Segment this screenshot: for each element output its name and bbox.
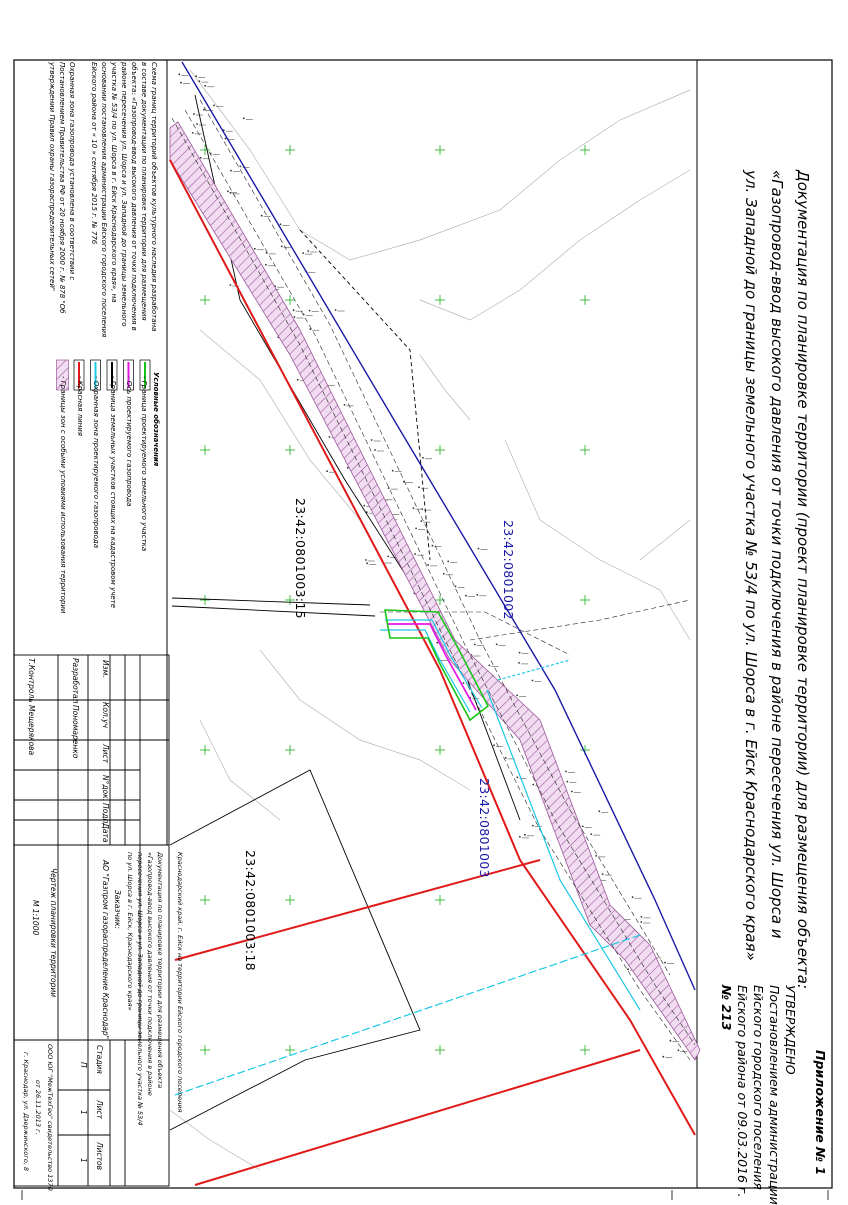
legend-title: Условные обозначения: [152, 372, 160, 467]
stamp-project-title-2: «Газопровод-ввод высокого давления от точки подключения в районе: [146, 852, 154, 1096]
document-title-line-3: ул. Западной до границы земельного участка № 53/4 по ул. Шорса в г. Ейск Краснодарского края»: [742, 170, 760, 961]
stamp-customer-label: Заказчик:: [113, 890, 122, 929]
note-line-4: районе пересечения ул. Шорса и ул. Западной до границы земельного: [120, 62, 128, 327]
note-line-1: Схема границ территорий объектов культурного наследия разработана: [150, 62, 158, 332]
note-line-2: в составе документации по планировке территории для размещения: [140, 62, 148, 321]
document-title-line-2: «Газопровод-ввод высокого давления от точки подключения в районе пересечения ул. Шорса и: [768, 170, 786, 939]
note-line-7: Ейского района от « 10 » сентября 2015 г. № 776: [90, 62, 98, 245]
stamp-stage-value: П: [79, 1062, 88, 1068]
stamp-location: Краснодарский край, г. Ейск на территории Ейского городского поселения: [176, 852, 184, 1113]
stamp-sheets-label: Листов: [95, 1142, 104, 1171]
stamp-role-developer: Разработал: [71, 658, 80, 704]
stamp-scale: М 1:1000: [31, 900, 40, 936]
stamp-header-list: Лист: [101, 744, 110, 764]
stamp-header-data: Дата: [101, 823, 110, 843]
stamp-header-izm: Изм.: [101, 660, 110, 678]
parcel-label-0801002: 23:42:0801002: [501, 520, 516, 620]
stamp-header-ndok: N°док.: [101, 775, 110, 802]
approval-line-3: Ейского городского поселения: [751, 985, 766, 1190]
approval-line-4: Ейского района от 09.03.2016 г.: [735, 985, 750, 1198]
stamp-sheets-value: 1: [79, 1158, 88, 1163]
legend-item-4: - Красная линия: [76, 376, 84, 436]
note-line-6: основании постановления администрации Ейского городского поселения: [100, 62, 108, 338]
appendix-label: Приложение № 1: [813, 1050, 828, 1176]
stamp-customer: АО "Газпром газораспределение Краснодар": [101, 860, 110, 1040]
stamp-project-title-3: пересечения ул. Шорса и ул. Западной до границы земельного участка № 53/4: [136, 852, 144, 1126]
stamp-company-3: г. Краснодар, ул. Дзержинского, 8: [22, 1052, 30, 1172]
protection-note-line-3: утверждении Правил охраны газораспределительных сетей": [48, 62, 56, 292]
stamp-project-title-4: по ул. Шорса в г. Ейск, Краснодарского края»: [126, 852, 134, 1011]
legend-item-0: - Граница проектируемого земельного участка: [140, 376, 148, 552]
parcel-label-0801003-15: 23:42:0801003:15: [293, 498, 308, 619]
parcel-label-0801003: 23:42:0801003: [477, 778, 492, 878]
stamp-name-control: Мещерякова: [27, 705, 36, 756]
stamp-header-koluch: Кол.уч: [101, 702, 110, 728]
approval-line-5: № 213: [719, 985, 734, 1031]
legend-item-3: - Охранная зона проектируемого газопровода: [92, 376, 100, 549]
legend-item-2: - Граница земельных участков стоящих на кадастровом учете: [109, 376, 117, 609]
stamp-name-developer: Пономаренко: [71, 705, 80, 759]
stamp-header-podp: Подп.: [101, 803, 110, 826]
document-title-line-1: Документация по планировке территории (проект планировке территории) для размещения объекта:: [794, 170, 812, 990]
approval-line-1: УТВЕРЖДЕНО: [783, 985, 798, 1075]
stamp-stage-label: Стадия: [95, 1045, 104, 1074]
approval-line-2: Постановлением администрации: [767, 985, 782, 1205]
protection-note-line-2: Постановлением Правительства РФ от 20 ноября 2000 г. № 878 "Об: [58, 62, 66, 314]
stamp-sheet-value: 1: [79, 1110, 88, 1115]
stamp-company-1: ООО ЮГ "МежТехГео" свидетельство 1370: [46, 1044, 54, 1191]
stamp-company-2: от 26.11.2013 г.: [34, 1080, 42, 1135]
stamp-sheet-label: Лист: [95, 1100, 104, 1120]
note-line-3: объекта: «Газопровод-ввод высокого давления от точки подключения в: [130, 62, 138, 331]
stamp-role-control: Т.Контроль: [27, 658, 36, 703]
legend-item-5: - Границы зон с особыми условиями использования территории: [59, 376, 67, 614]
stamp-project-title-1: Документация по планировке территории для размещения объекта: [156, 852, 164, 1089]
stamp-drawing-title: Чертеж планировки территории: [49, 868, 58, 998]
parcel-label-0801003-18: 23:42:0801003:18: [243, 850, 258, 971]
legend-item-1: - Ось проектируемого газопровода: [125, 376, 133, 507]
protection-note-line-1: Охранная зона газопровода установлена в соответствии с: [68, 62, 76, 281]
note-line-5: участка № 53/4 по ул. Шорса в г. Ейск Краснодарского края», на: [110, 62, 118, 303]
